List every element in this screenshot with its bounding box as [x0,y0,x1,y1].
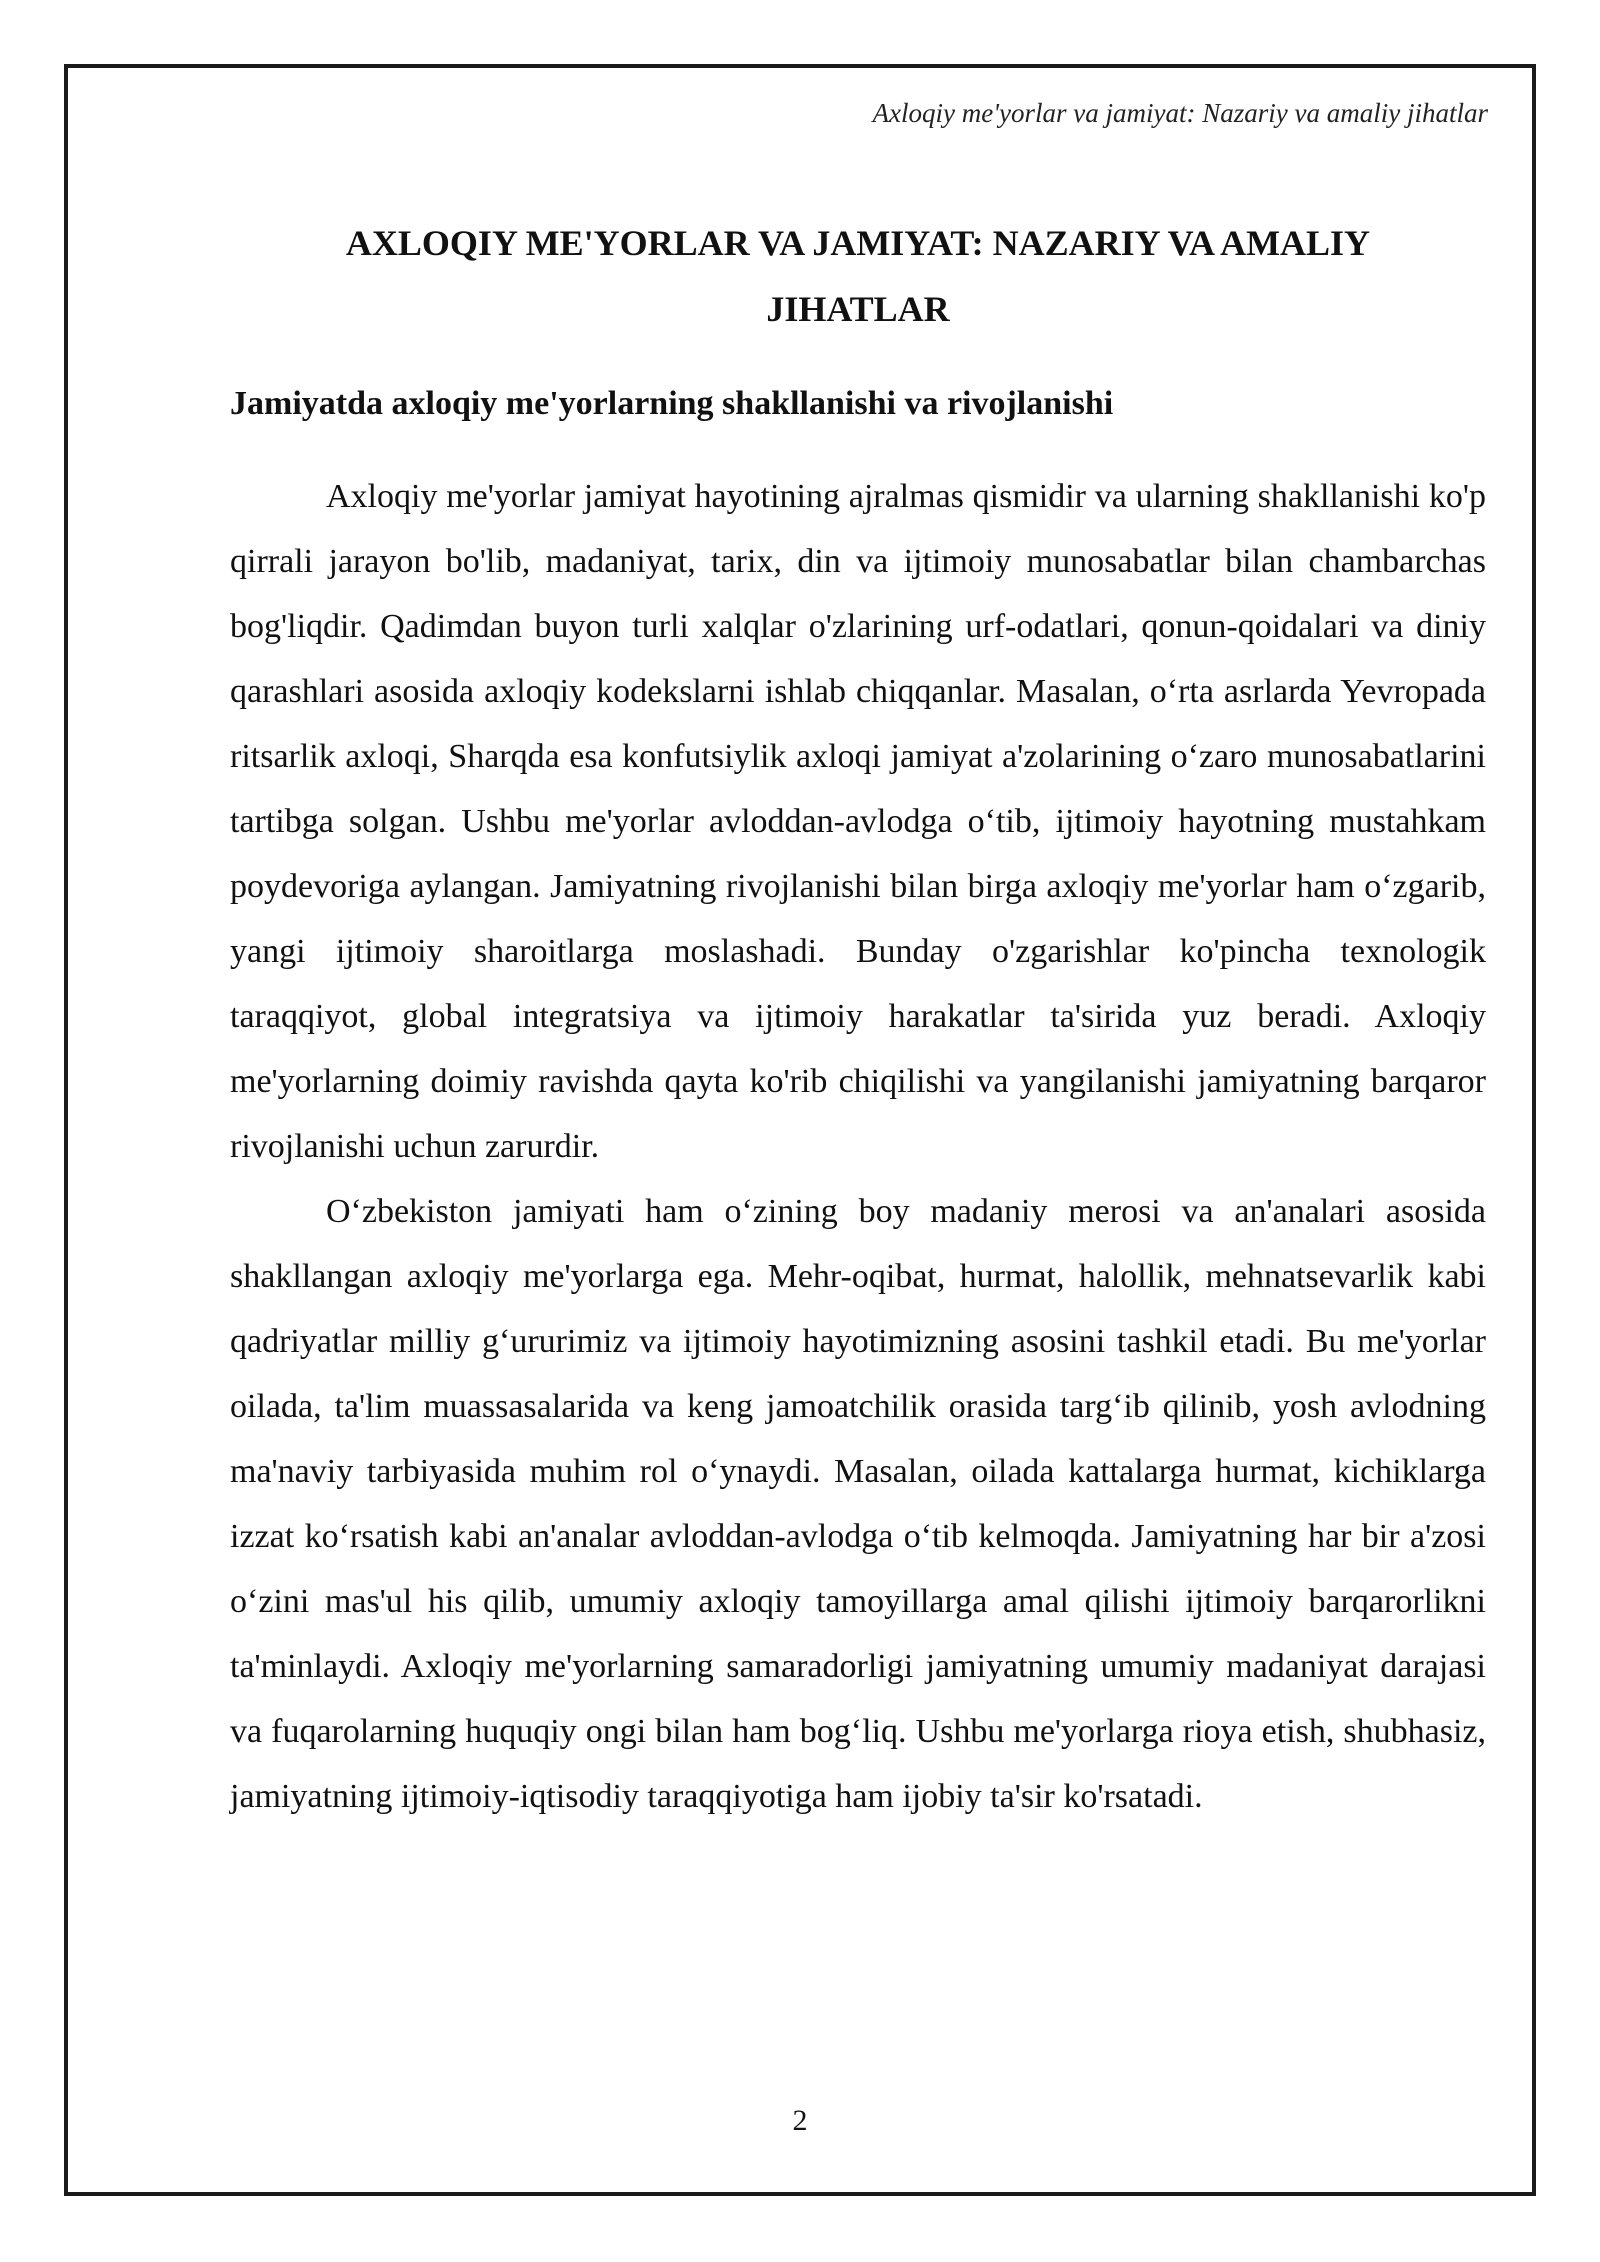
page-number: 2 [792,2104,808,2137]
document-title [230,210,1486,342]
document-title-line-1: AXLOQIY ME'YORLAR VA JAMIYAT: NAZARIY VA AMALIY [345,223,1371,263]
paragraph: O‘zbekiston jamiyati ham o‘zining boy madaniy merosi va an'analari asosida shakllangan axloqiy me'yorlarga ega. Mehr-oqibat, hurmat, halollik, mehnatsevarlik kabi qadriyatlar milliy g‘ururimiz va ijtimoiy hayotimizning asosini tashkil etadi. Bu me'yorlar oilada, ta'lim muassasalarida va keng jamoatchilik orasida targ‘ib qilinib, yosh avlodning ma'naviy tarbiyasida muhim rol o‘ynaydi. Masalan, oilada kattalarga hurmat, kichiklarga izzat ko‘rsatish kabi an'analar avloddan-avlodga o‘tib kelmoqda. Jamiyatning har bir a'zosi o‘zini mas'ul his qilib, umumiy axloqiy tamoyillarga amal qilishi ijtimoiy barqarorlikni ta'minlaydi. Axloqiy me'yorlarning samaradorligi jamiyatning umumiy madaniyat darajasi va fuqarolarning huquqiy ongi bilan ham bog‘liq. Ushbu me'yorlarga rioya etish, shubhasiz, jamiyatning ijtimoiy-iqtisodiy taraqqiyotiga ham ijobiy ta'sir ko'rsatadi. [230,1193,1486,1815]
paragraph: Axloqiy me'yorlar jamiyat hayotining ajralmas qismidir va ularning shakllanishi ko'p qirrali jarayon bo'lib, madaniyat, tarix, din va ijtimoiy munosabatlar bilan chambarchas bog'liqdir. Qadimdan buyon turli xalqlar o'zlarining urf-odatlari, qonun-qoidalari va diniy qarashlari asosida axloqiy kodekslarni ishlab chiqqanlar. Masalan, o‘rta asrlarda Yevropada ritsarlik axloqi, Sharqda esa konfutsiylik axloqi jamiyat a'zolarining o‘zaro munosabatlarini tartibga solgan. Ushbu me'yorlar avloddan-avlodga o‘tib, ijtimoiy hayotning mustahkam poydevoriga aylangan. Jamiyatning rivojlanishi bilan birga axloqiy me'yorlar ham o‘zgarib, yangi ijtimoiy sharoitlarga moslashadi. Bunday o'zgarishlar ko'pincha texnologik taraqqiyot, global integratsiya va ijtimoiy harakatlar ta'sirida yuz beradi. Axloqiy me'yorlarning doimiy ravishda qayta ko'rib chiqilishi va yangilanishi jamiyatning barqaror rivojlanishi uchun zarurdir. [230,478,1486,1165]
body-text [230,464,1486,1829]
document-title-line-2: JIHATLAR [766,289,950,329]
section-heading: Jamiyatda axloqiy me'yorlarning shakllanishi va rivojlanishi [230,385,1114,422]
running-header: Axloqiy me'yorlar va jamiyat: Nazariy va amaliy jihatlar [872,98,1488,128]
